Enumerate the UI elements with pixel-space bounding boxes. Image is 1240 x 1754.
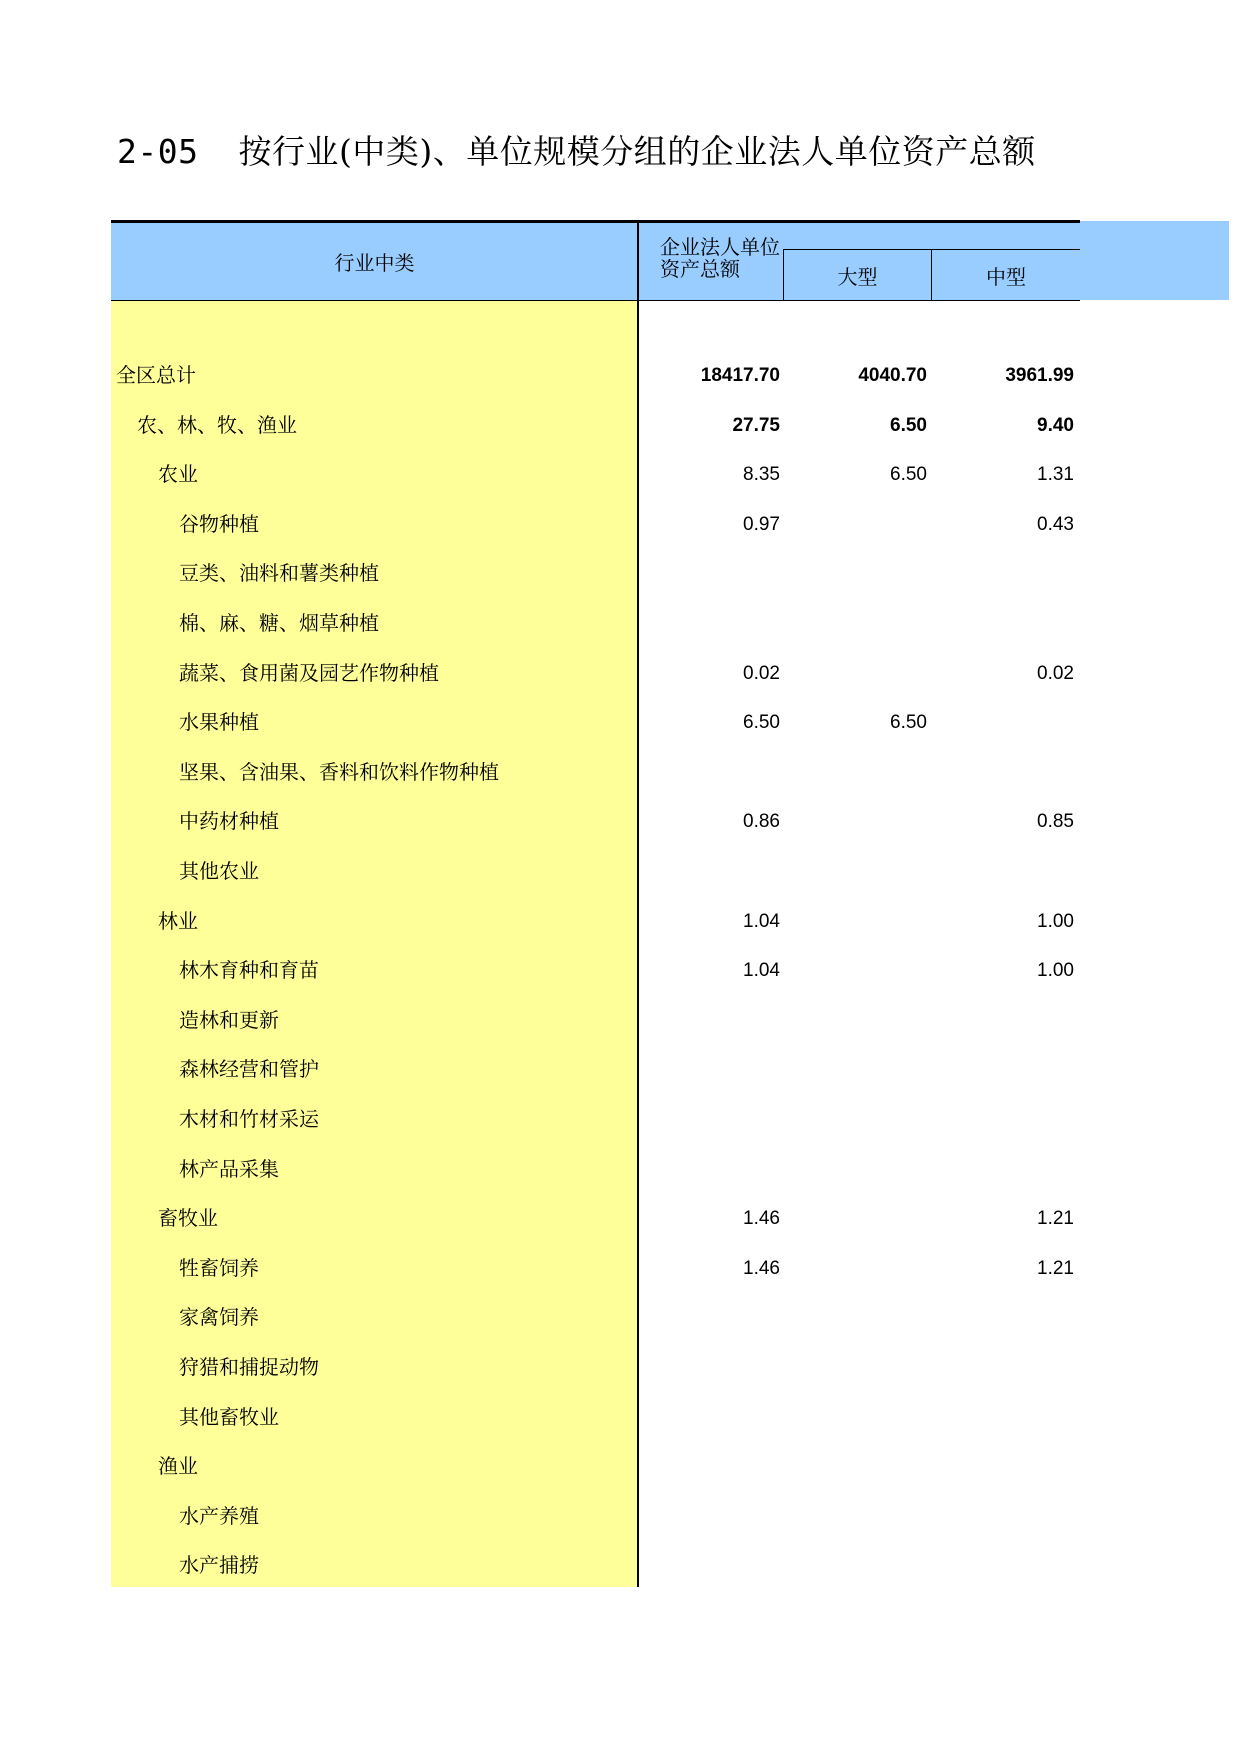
table-row [0, 1343, 1240, 1392]
table-row [0, 1145, 1240, 1194]
header-divider-large [783, 249, 784, 300]
row-medium-assets: 3961.99 [1005, 365, 1074, 386]
table-row [0, 599, 1240, 648]
row-total-assets: 1.04 [743, 960, 780, 982]
table-row [0, 797, 1240, 846]
row-industry-name: 水产养殖 [179, 1503, 259, 1528]
row-industry-name: 渔业 [158, 1454, 198, 1479]
row-large-assets: 6.50 [890, 464, 927, 486]
table-number: 2-05 [117, 132, 199, 171]
table-row [0, 351, 1240, 400]
row-industry-name: 森林经营和管护 [179, 1057, 319, 1082]
row-industry-name: 造林和更新 [179, 1007, 279, 1032]
table-row [0, 1293, 1240, 1342]
table-row [0, 1393, 1240, 1442]
row-industry-name: 水果种植 [179, 710, 259, 735]
row-industry-name: 水产捕捞 [179, 1553, 259, 1578]
row-medium-assets: 1.00 [1037, 960, 1074, 982]
table-title-text: 按行业(中类)、单位规模分组的企业法人单位资产总额 [238, 132, 1036, 171]
table-row [0, 450, 1240, 499]
row-industry-name: 其他农业 [179, 859, 259, 883]
row-industry-name: 其他畜牧业 [179, 1404, 279, 1429]
row-total-assets: 1.46 [743, 1208, 780, 1230]
table-row [0, 996, 1240, 1045]
table-row [0, 1095, 1240, 1144]
table-row [0, 1492, 1240, 1541]
row-industry-name: 农、林、牧、渔业 [137, 412, 297, 437]
table-row [0, 549, 1240, 598]
row-large-assets: 6.50 [890, 414, 927, 436]
row-medium-assets: 1.00 [1037, 910, 1074, 932]
row-industry-name: 林木育种和育苗 [179, 958, 319, 983]
row-industry-name: 林业 [158, 908, 198, 933]
row-medium-assets: 0.02 [1037, 662, 1074, 684]
row-industry-name: 豆类、油料和薯类种植 [179, 561, 379, 586]
row-medium-assets: 9.40 [1037, 414, 1074, 436]
header-large: 大型 [837, 264, 878, 289]
header-medium: 中型 [986, 264, 1026, 289]
row-total-assets: 8.35 [743, 464, 780, 486]
row-industry-name: 木材和竹材采运 [179, 1107, 319, 1131]
page-title [117, 126, 1036, 173]
row-industry-name: 中药材种植 [179, 809, 279, 834]
row-total-assets: 0.97 [743, 513, 780, 535]
row-industry-name: 狩猎和捕捉动物 [179, 1355, 319, 1379]
table-row [0, 1541, 1240, 1590]
row-total-assets: 6.50 [743, 712, 780, 734]
header-band-extension [1080, 221, 1229, 300]
header-industry: 行业中类 [334, 251, 415, 275]
table-row [0, 500, 1240, 549]
row-total-assets: 1.46 [743, 1257, 780, 1279]
row-medium-assets: 1.31 [1037, 464, 1074, 486]
table-row [0, 1045, 1240, 1094]
table-row [0, 1442, 1240, 1491]
table-row [0, 946, 1240, 995]
row-medium-assets: 1.21 [1037, 1257, 1074, 1279]
row-medium-assets: 1.21 [1037, 1208, 1074, 1230]
table-row [0, 897, 1240, 946]
table-row [0, 1244, 1240, 1293]
header-total-assets: 企业法人单位资产总额 [660, 235, 780, 281]
row-total-assets: 27.75 [732, 414, 780, 436]
row-total-assets: 18417.70 [700, 365, 780, 386]
row-industry-name: 蔬菜、食用菌及园艺作物种植 [179, 660, 439, 685]
table-row [0, 649, 1240, 698]
row-medium-assets: 0.43 [1037, 513, 1074, 535]
row-industry-name: 全区总计 [116, 363, 196, 387]
row-large-assets: 6.50 [890, 712, 927, 734]
header-divider-medium [931, 249, 932, 300]
row-industry-name: 林产品采集 [179, 1156, 279, 1181]
row-industry-name: 谷物种植 [179, 511, 259, 536]
header-bottom-rule [111, 300, 1080, 301]
table-row [0, 748, 1240, 797]
row-medium-assets: 0.85 [1037, 811, 1074, 833]
row-industry-name: 棉、麻、糖、烟草种植 [179, 611, 379, 635]
row-total-assets: 1.04 [743, 910, 780, 932]
row-industry-name: 牲畜饲养 [179, 1255, 259, 1280]
table-row [0, 847, 1240, 896]
table-row [0, 1194, 1240, 1243]
row-industry-name: 农业 [158, 462, 198, 487]
row-total-assets: 0.02 [743, 662, 780, 684]
row-total-assets: 0.86 [743, 811, 780, 833]
table-row [0, 401, 1240, 450]
row-industry-name: 家禽饲养 [179, 1305, 259, 1330]
row-large-assets: 4040.70 [858, 365, 927, 386]
table-row [0, 698, 1240, 747]
row-industry-name: 畜牧业 [158, 1206, 218, 1231]
row-industry-name: 坚果、含油果、香料和饮料作物种植 [179, 759, 499, 784]
